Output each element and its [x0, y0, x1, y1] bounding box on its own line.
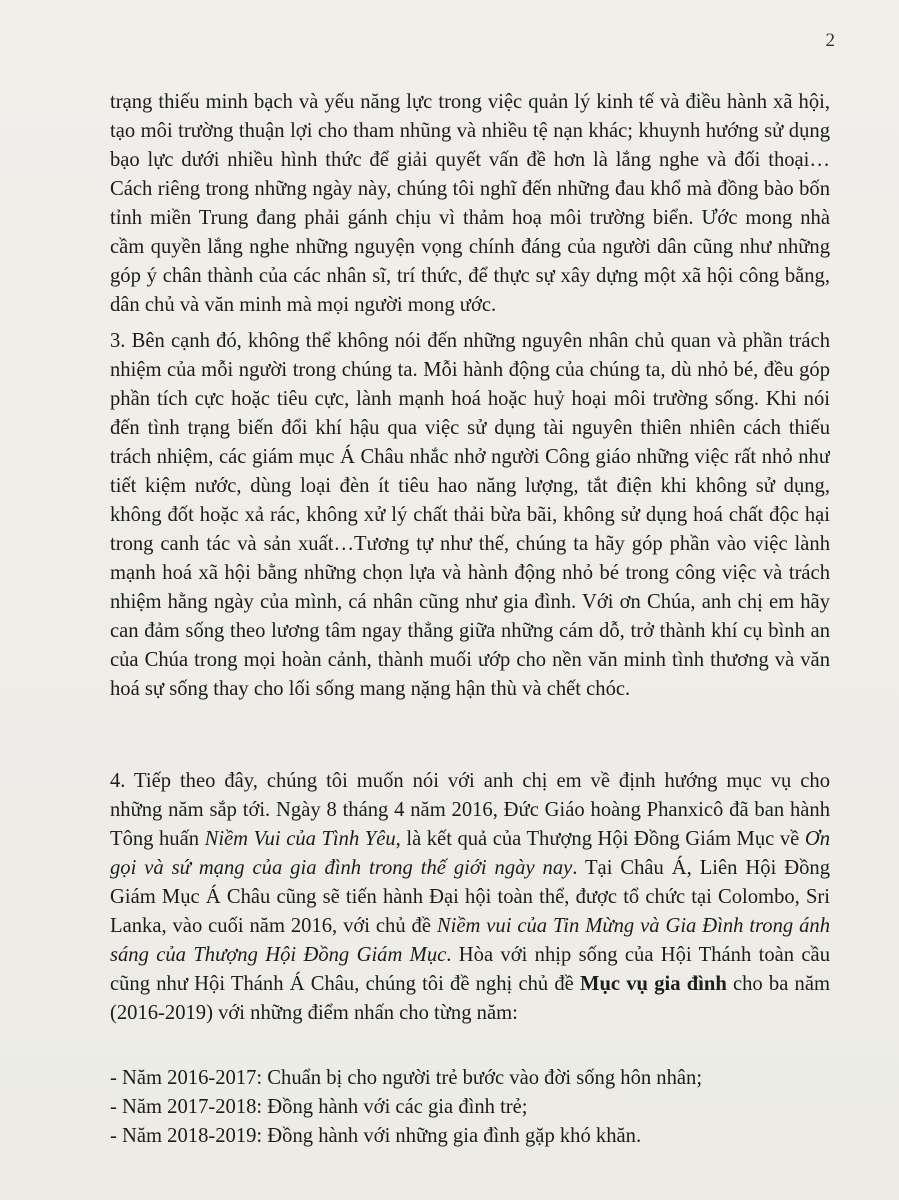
- italic-title: sáng của Thượng Hội Đồng Giám Mục: [110, 944, 447, 966]
- text-line: trong canh tác và sản xuất…Tương tự như thế, chúng ta hãy góp phần vào việc lành: [110, 533, 830, 555]
- text-line: không đốt hoặc xả rác, không xử lý chất thải bừa bãi, không sử dụng hoá chất độc hại: [110, 504, 830, 526]
- bold-theme: Mục vụ gia đình: [580, 973, 727, 995]
- text-line: góp ý chân thành của các nhân sĩ, trí thức, để thực sự xây dựng một xã hội công bằng,: [110, 265, 830, 287]
- text-line: cầm quyền lắng nghe những nguyện vọng chính đáng của người dân cũng như những: [110, 236, 830, 258]
- text-segment: Tông huấn: [110, 828, 205, 850]
- text-line: [110, 854, 830, 883]
- text-line: [110, 825, 830, 854]
- list-item: - Năm 2018-2019: Đồng hành với những gia đình gặp khó khăn.: [110, 1125, 642, 1147]
- page-number: 2: [825, 30, 835, 51]
- text-line: 3. Bên cạnh đó, không thể không nói đến những nguyên nhân chủ quan và phần trách: [110, 330, 830, 352]
- text-line: trạng thiếu minh bạch và yếu năng lực trong việc quản lý kinh tế và điều hành xã hội,: [110, 91, 830, 113]
- text-line: bạo lực dưới nhiều hình thức để giải quyết vấn đề hơn là lắng nghe và đối thoại…: [110, 149, 830, 171]
- paragraph-1: [110, 88, 830, 320]
- text-line: Cách riêng trong những ngày này, chúng tôi nghĩ đến những đau khổ mà đồng bào bốn: [110, 178, 830, 200]
- italic-title: Niềm Vui của Tình Yêu: [204, 828, 396, 850]
- text-line: tỉnh miền Trung đang phải gánh chịu vì thảm hoạ môi trường biển. Ước mong nhà: [110, 207, 830, 229]
- text-line: [110, 912, 830, 941]
- list-item: - Năm 2017-2018: Đồng hành với các gia đình trẻ;: [110, 1096, 528, 1118]
- text-line: của Chúa trong mọi hoàn cảnh, thành muối ướp cho nền văn minh tình thương và văn: [110, 649, 830, 671]
- list-item: - Năm 2016-2017: Chuẩn bị cho người trẻ bước vào đời sống hôn nhân;: [110, 1067, 703, 1089]
- text-segment: . Hòa với nhịp sống của Hội Thánh toàn cầu: [446, 944, 830, 966]
- text-line: [110, 941, 830, 970]
- text-line: [110, 970, 830, 999]
- text-segment: cũng như Hội Thánh Á Châu, chúng tôi đề nghị chủ đề: [110, 973, 581, 995]
- text-line: những năm sắp tới. Ngày 8 tháng 4 năm 2016, Đức Giáo hoàng Phanxicô đã ban hành: [110, 799, 830, 821]
- text-line: đến tình trạng biến đổi khí hậu qua việc sử dụng tài nguyên thiên nhiên cách thiếu: [110, 417, 830, 439]
- text-line: (2016-2019) với những điểm nhấn cho từng năm:: [110, 1002, 518, 1024]
- text-segment: . Tại Châu Á, Liên Hội Đồng: [572, 857, 830, 879]
- text-line: hoá sự sống thay cho lối sống mang nặng hận thù và chết chóc.: [110, 678, 631, 700]
- text-line: mạnh hoá xã hội bằng những chọn lựa và hành động nhỏ bé trong công việc và trách: [110, 562, 830, 584]
- italic-title: Ơn: [804, 828, 830, 850]
- text-line: 4. Tiếp theo đây, chúng tôi muốn nói với anh chị em về định hướng mục vụ cho: [110, 770, 830, 792]
- italic-title: Niềm vui của Tin Mừng và Gia Đình trong ánh: [436, 915, 830, 937]
- text-segment: , là kết quả của Thượng Hội Đồng Giám Mục về: [395, 828, 805, 850]
- year-focus-list: [110, 1064, 830, 1151]
- text-segment: Lanka, vào cuối năm 2016, với chủ đề: [110, 915, 437, 937]
- italic-title: gọi và sứ mạng của gia đình trong thế giới ngày nay: [110, 857, 573, 879]
- text-line: nhiệm hằng ngày của mình, cá nhân cũng như gia đình. Với ơn Chúa, anh chị em hãy: [110, 591, 830, 613]
- text-line: phần tích cực hoặc tiêu cực, lành mạnh hoá hoặc huỷ hoại môi trường sống. Khi nói: [110, 388, 830, 410]
- paragraph-3: [110, 767, 830, 1028]
- text-line: can đảm sống theo lương tâm ngay thẳng giữa những cám dỗ, trở thành khí cụ bình an: [110, 620, 830, 642]
- text-segment: cho ba năm: [726, 973, 830, 995]
- text-line: nhiệm của mỗi người trong chúng ta. Mỗi hành động của chúng ta, dù nhỏ bé, đều góp: [110, 359, 830, 381]
- text-line: dân chủ và văn minh mà mọi người mong ước.: [110, 294, 497, 316]
- text-line: Giám Mục Á Châu cũng sẽ tiến hành Đại hội toàn thể, được tổ chức tại Colombo, Sri: [110, 886, 830, 908]
- text-line: tiết kiệm nước, dùng loại đèn ít tiêu hao năng lượng, tắt điện khi không sử dụng,: [110, 475, 830, 497]
- text-line: trách nhiệm, các giám mục Á Châu nhắc nhở người Công giáo những việc rất nhỏ như: [110, 446, 830, 468]
- paragraph-2: [110, 327, 830, 704]
- text-line: tạo môi trường thuận lợi cho tham nhũng và nhiều tệ nạn khác; khuynh hướng sử dụng: [110, 120, 830, 142]
